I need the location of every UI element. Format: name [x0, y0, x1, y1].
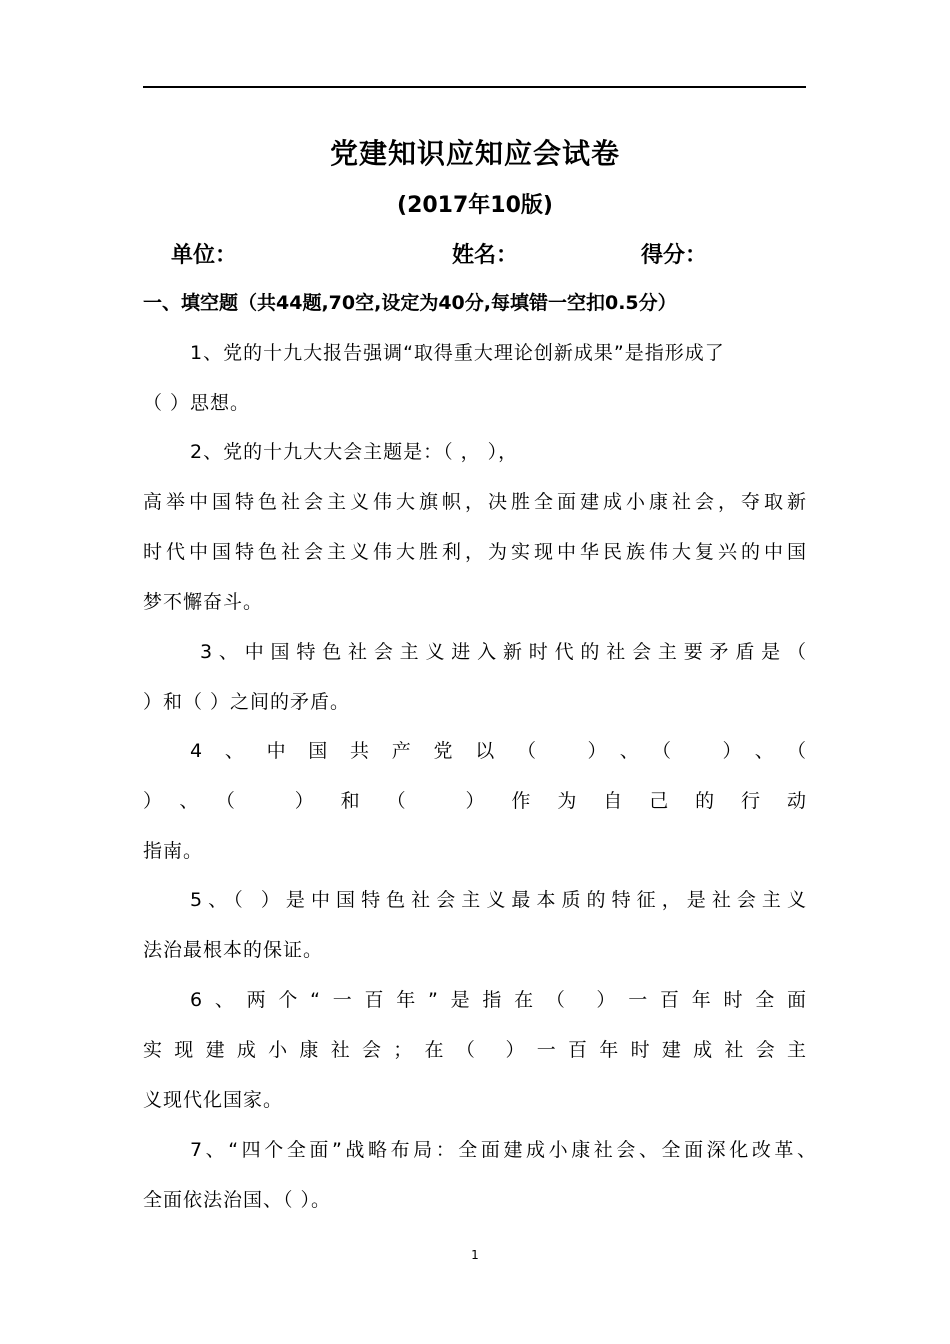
unit-label: 单位：: [171, 243, 238, 268]
question-2-line-3: 时代中国特色社会主义伟大胜利，为实现中华民族伟大复兴的中国: [143, 541, 807, 563]
question-1-line-1: 1、党的十九大报告强调“取得重大理论创新成果”是指形成了: [190, 342, 725, 364]
question-6-line-1: 6、两个“一百年”是指在（ ）一百年时全面: [190, 989, 807, 1011]
question-6-line-3: 义现代化国家。: [143, 1089, 284, 1111]
question-5-line-2: 法治最根本的保证。: [143, 939, 324, 961]
section-heading: 一、填空题（共44题,70空,设定为40分,每填错一空扣0.5分）: [143, 292, 677, 314]
question-2-line-2: 高举中国特色社会主义伟大旗帜，决胜全面建成小康社会，夺取新: [143, 491, 807, 513]
header-rule: [143, 86, 806, 88]
question-6-line-2: 实现建成小康社会；在（ ）一百年时建成社会主: [143, 1039, 807, 1061]
question-5-line-1: 5、（ ）是中国特色社会主义最本质的特征，是社会主义: [190, 889, 807, 911]
question-7-line-1: 7、“四个全面”战略布局：全面建成小康社会、全面深化改革、: [190, 1139, 817, 1161]
score-label: 得分：: [641, 243, 708, 268]
question-2-line-1: 2、党的十九大大会主题是：（ ， ），: [190, 441, 519, 463]
question-7-line-2: 全面依法治国、（ ）。: [143, 1189, 332, 1211]
question-4-line-1: 4、中国共产党以（ ）、（ ）、（: [190, 740, 807, 762]
question-4-line-2: ）、（ ）和（ ）作为自己的行动: [143, 790, 807, 812]
question-1-line-2: （ ）思想。: [143, 392, 251, 414]
question-3-line-2: ）和（ ）之间的矛盾。: [143, 691, 351, 713]
page-number: 1: [471, 1248, 479, 1262]
document-subtitle: (2017年10版): [397, 193, 553, 218]
name-label: 姓名：: [452, 243, 519, 268]
question-3-line-1: 3、中国特色社会主义进入新时代的社会主要矛盾是（: [200, 641, 807, 663]
question-4-line-3: 指南。: [143, 840, 204, 862]
document-title: 党建知识应知应会试卷: [329, 137, 620, 170]
question-2-line-4: 梦不懈奋斗。: [143, 591, 264, 613]
